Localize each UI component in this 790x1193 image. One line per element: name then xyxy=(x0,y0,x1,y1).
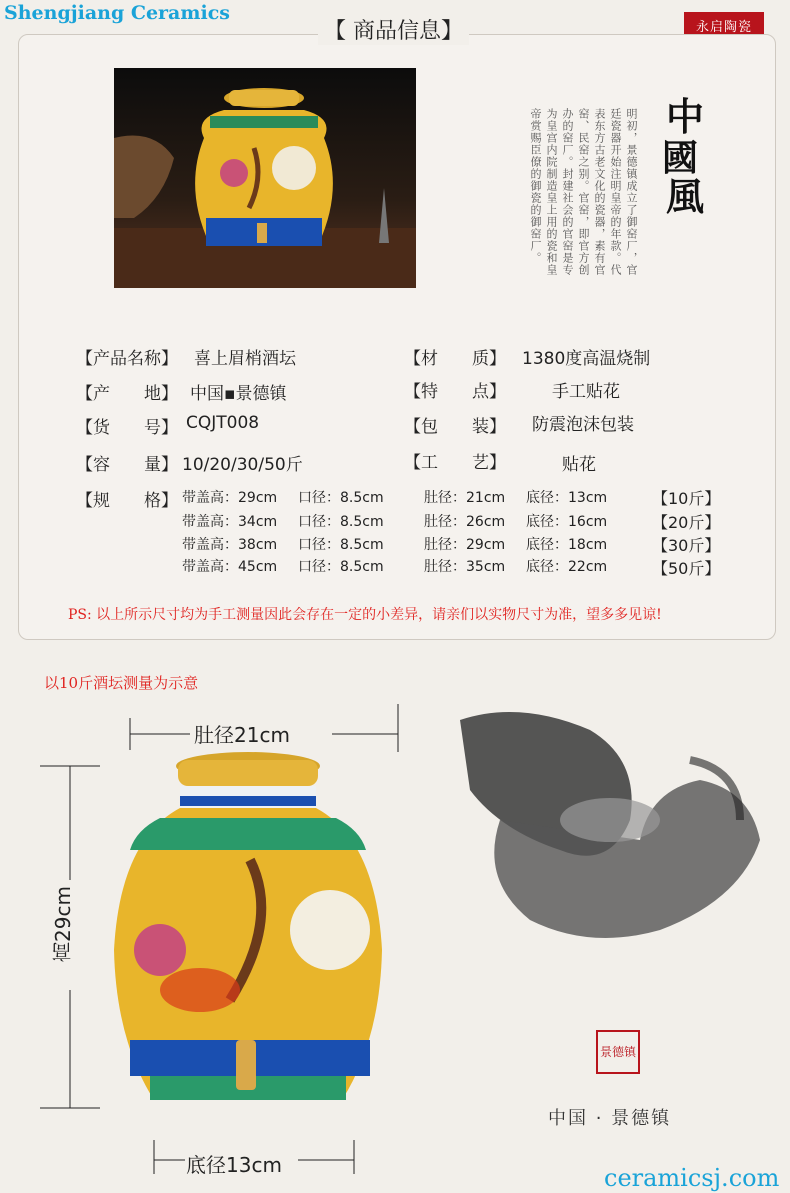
spec-craft-value: 贴花 xyxy=(562,455,596,475)
size-base: 底径：18cm xyxy=(526,537,608,553)
size-height: 带盖高：29cm xyxy=(182,490,278,506)
spec-name-label: 【产品名称】 xyxy=(76,349,178,369)
section-title: 【 商品信息】 xyxy=(318,14,469,45)
potter-hands-illustration xyxy=(440,700,770,960)
size-capacity: 【30斤】 xyxy=(652,536,721,555)
size-mouth: 口径：8.5cm xyxy=(298,559,384,575)
spec-origin-label: 【产 地】 xyxy=(76,384,178,404)
measure-base: 底径13cm xyxy=(186,1153,282,1177)
size-mouth: 口径：8.5cm xyxy=(298,490,384,506)
spec-feature-value: 手工贴花 xyxy=(552,382,620,402)
spec-package-label: 【包 装】 xyxy=(404,417,506,437)
spec-craft-label: 【工 艺】 xyxy=(404,453,506,473)
size-base: 底径：13cm xyxy=(526,490,608,506)
footer-url: ceramicsj.com xyxy=(604,1164,780,1192)
size-height: 带盖高：38cm xyxy=(182,537,278,553)
callig-char: 中 xyxy=(666,94,705,139)
spec-origin-value: 中国▪景德镇 xyxy=(190,384,287,404)
spec-material-label: 【材 质】 xyxy=(404,349,506,369)
story-column: 为皇宫内院制造皇上用的瓷和皇 xyxy=(545,108,558,276)
story-column: 窑、民窑之别。官窑，即官方创 xyxy=(577,108,590,276)
story-text xyxy=(508,108,638,298)
spec-capacity-value: 10/20/30/50斤 xyxy=(182,455,303,475)
measure-note: 以10斤酒坛测量为示意 xyxy=(44,674,199,692)
size-base: 底径：22cm xyxy=(526,559,608,575)
ps-note: PS: 以上所示尺寸均为手工测量因此会存在一定的小差异，请亲们以实物尺寸为准，望多多见谅! xyxy=(68,607,662,623)
size-capacity: 【20斤】 xyxy=(652,513,721,532)
spec-package-value: 防震泡沫包装 xyxy=(532,415,634,435)
spec-feature-label: 【特 点】 xyxy=(404,382,506,402)
spec-name-value: 喜上眉梢酒坛 xyxy=(194,349,296,369)
size-belly: 肚径：21cm xyxy=(424,490,506,506)
size-height: 带盖高：45cm xyxy=(182,559,278,575)
story-column: 表东方古老文化的瓷器，素有官 xyxy=(593,108,606,276)
story-column: 明初，景德镇成立了御窑厂，官 xyxy=(625,108,638,276)
spec-sku-value: CQJT008 xyxy=(186,413,260,433)
size-capacity: 【50斤】 xyxy=(652,559,721,578)
product-photo xyxy=(114,68,416,288)
spec-material-value: 1380度高温烧制 xyxy=(522,349,651,369)
jingdezhen-seal: 景德镇 xyxy=(596,1030,640,1074)
size-capacity: 【10斤】 xyxy=(652,489,721,508)
size-base: 底径：16cm xyxy=(526,514,608,530)
size-mouth: 口径：8.5cm xyxy=(298,537,384,553)
spec-sku-label: 【货 号】 xyxy=(76,418,178,438)
story-column: 廷瓷器开始注明皇帝的年款。代 xyxy=(609,108,622,276)
size-belly: 肚径：26cm xyxy=(424,514,506,530)
story-column: 办的窑厂。封建社会的官窑是专 xyxy=(561,108,574,276)
spec-capacity-label: 【容 量】 xyxy=(76,455,178,475)
place-label: 中国 · 景德镇 xyxy=(548,1108,672,1129)
measure-belly: 肚径21cm xyxy=(194,723,290,747)
brand-logo: Shengjiang Ceramics xyxy=(4,2,230,24)
size-belly: 肚径：29cm xyxy=(424,537,506,553)
size-mouth: 口径：8.5cm xyxy=(298,514,384,530)
jar-measure-diagram xyxy=(30,700,410,1180)
size-belly: 肚径：35cm xyxy=(424,559,506,575)
brand-stamp: 永启陶瓷 xyxy=(684,12,764,38)
callig-char: 國 xyxy=(662,137,699,179)
callig-char: 風 xyxy=(666,174,705,219)
size-height: 带盖高：34cm xyxy=(182,514,278,530)
measure-height: 高29cm xyxy=(51,886,75,962)
story-column: 帝赏赐臣僚的御瓷的御窑厂。 xyxy=(529,108,542,264)
calligraphy-logo xyxy=(656,90,726,220)
spec-size-label: 【规 格】 xyxy=(76,491,178,511)
